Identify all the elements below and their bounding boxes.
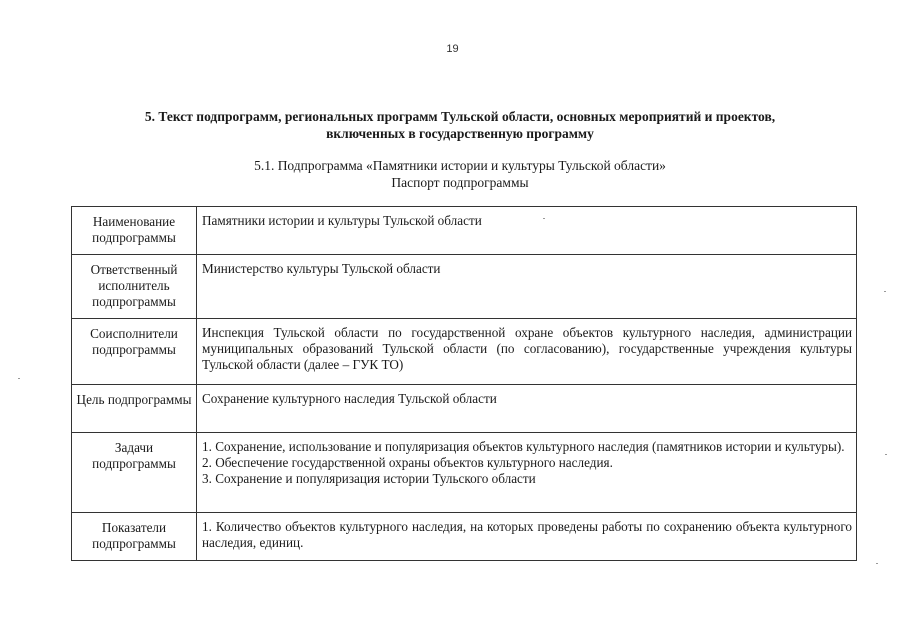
row-value-tasks <box>197 433 857 513</box>
scan-speck <box>876 563 878 564</box>
passport-title: Паспорт подпрограммы <box>391 175 529 190</box>
task-item-2: 2. Обеспечение государственной охраны объектов культурного наследия. <box>202 455 613 470</box>
subprogram-title: 5.1. Подпрограмма «Памятники истории и культуры Тульской области» <box>254 158 666 173</box>
row-value-name: Памятники истории и культуры Тульской области <box>197 207 857 255</box>
section-heading-line-2: включенных в государственную программу <box>326 126 594 141</box>
task-item-1: 1. Сохранение, использование и популяризация объектов культурного наследия (памятников истории и культуры). <box>202 439 845 454</box>
task-item-3: 3. Сохранение и популяризация истории Тульского области <box>202 471 536 486</box>
scan-speck <box>543 218 545 219</box>
row-label-tasks: Задачи подпрограммы <box>72 433 197 513</box>
scan-speck <box>885 454 887 455</box>
page-number: 19 <box>446 43 459 55</box>
row-label-goal: Цель подпрограммы <box>72 385 197 433</box>
table-row <box>72 385 857 433</box>
scan-speck <box>18 378 20 379</box>
section-heading <box>70 108 850 142</box>
subsection-heading <box>70 157 850 191</box>
row-label-name: Наименование подпрограммы <box>72 207 197 255</box>
row-label-indicators: Показатели подпрограммы <box>72 513 197 561</box>
table-row <box>72 319 857 385</box>
section-heading-line-1: 5. Текст подпрограмм, региональных программ Тульской области, основных мероприятий и проектов, <box>144 109 776 124</box>
row-value-coexecutors: Инспекция Тульской области по государственной охране объектов культурного наследия, администрации муниципальных образований Тульской области (по согласованию), государственные учреждения культуры Тульской области (далее – ГУК ТО) <box>197 319 857 385</box>
scan-speck <box>884 291 886 292</box>
table-row <box>72 433 857 513</box>
row-label-executor: Ответственный исполнитель подпрограммы <box>72 255 197 319</box>
row-label-coexecutors: Соисполнители подпрограммы <box>72 319 197 385</box>
subprogram-passport-table <box>71 206 857 561</box>
table-row <box>72 207 857 255</box>
row-value-indicators: 1. Количество объектов культурного наследия, на которых проведены работы по сохранению объекта культурного наследия, единиц. <box>197 513 857 561</box>
table-row <box>72 255 857 319</box>
table-row <box>72 513 857 561</box>
row-value-goal: Сохранение культурного наследия Тульской области <box>197 385 857 433</box>
row-value-executor: Министерство культуры Тульской области <box>197 255 857 319</box>
